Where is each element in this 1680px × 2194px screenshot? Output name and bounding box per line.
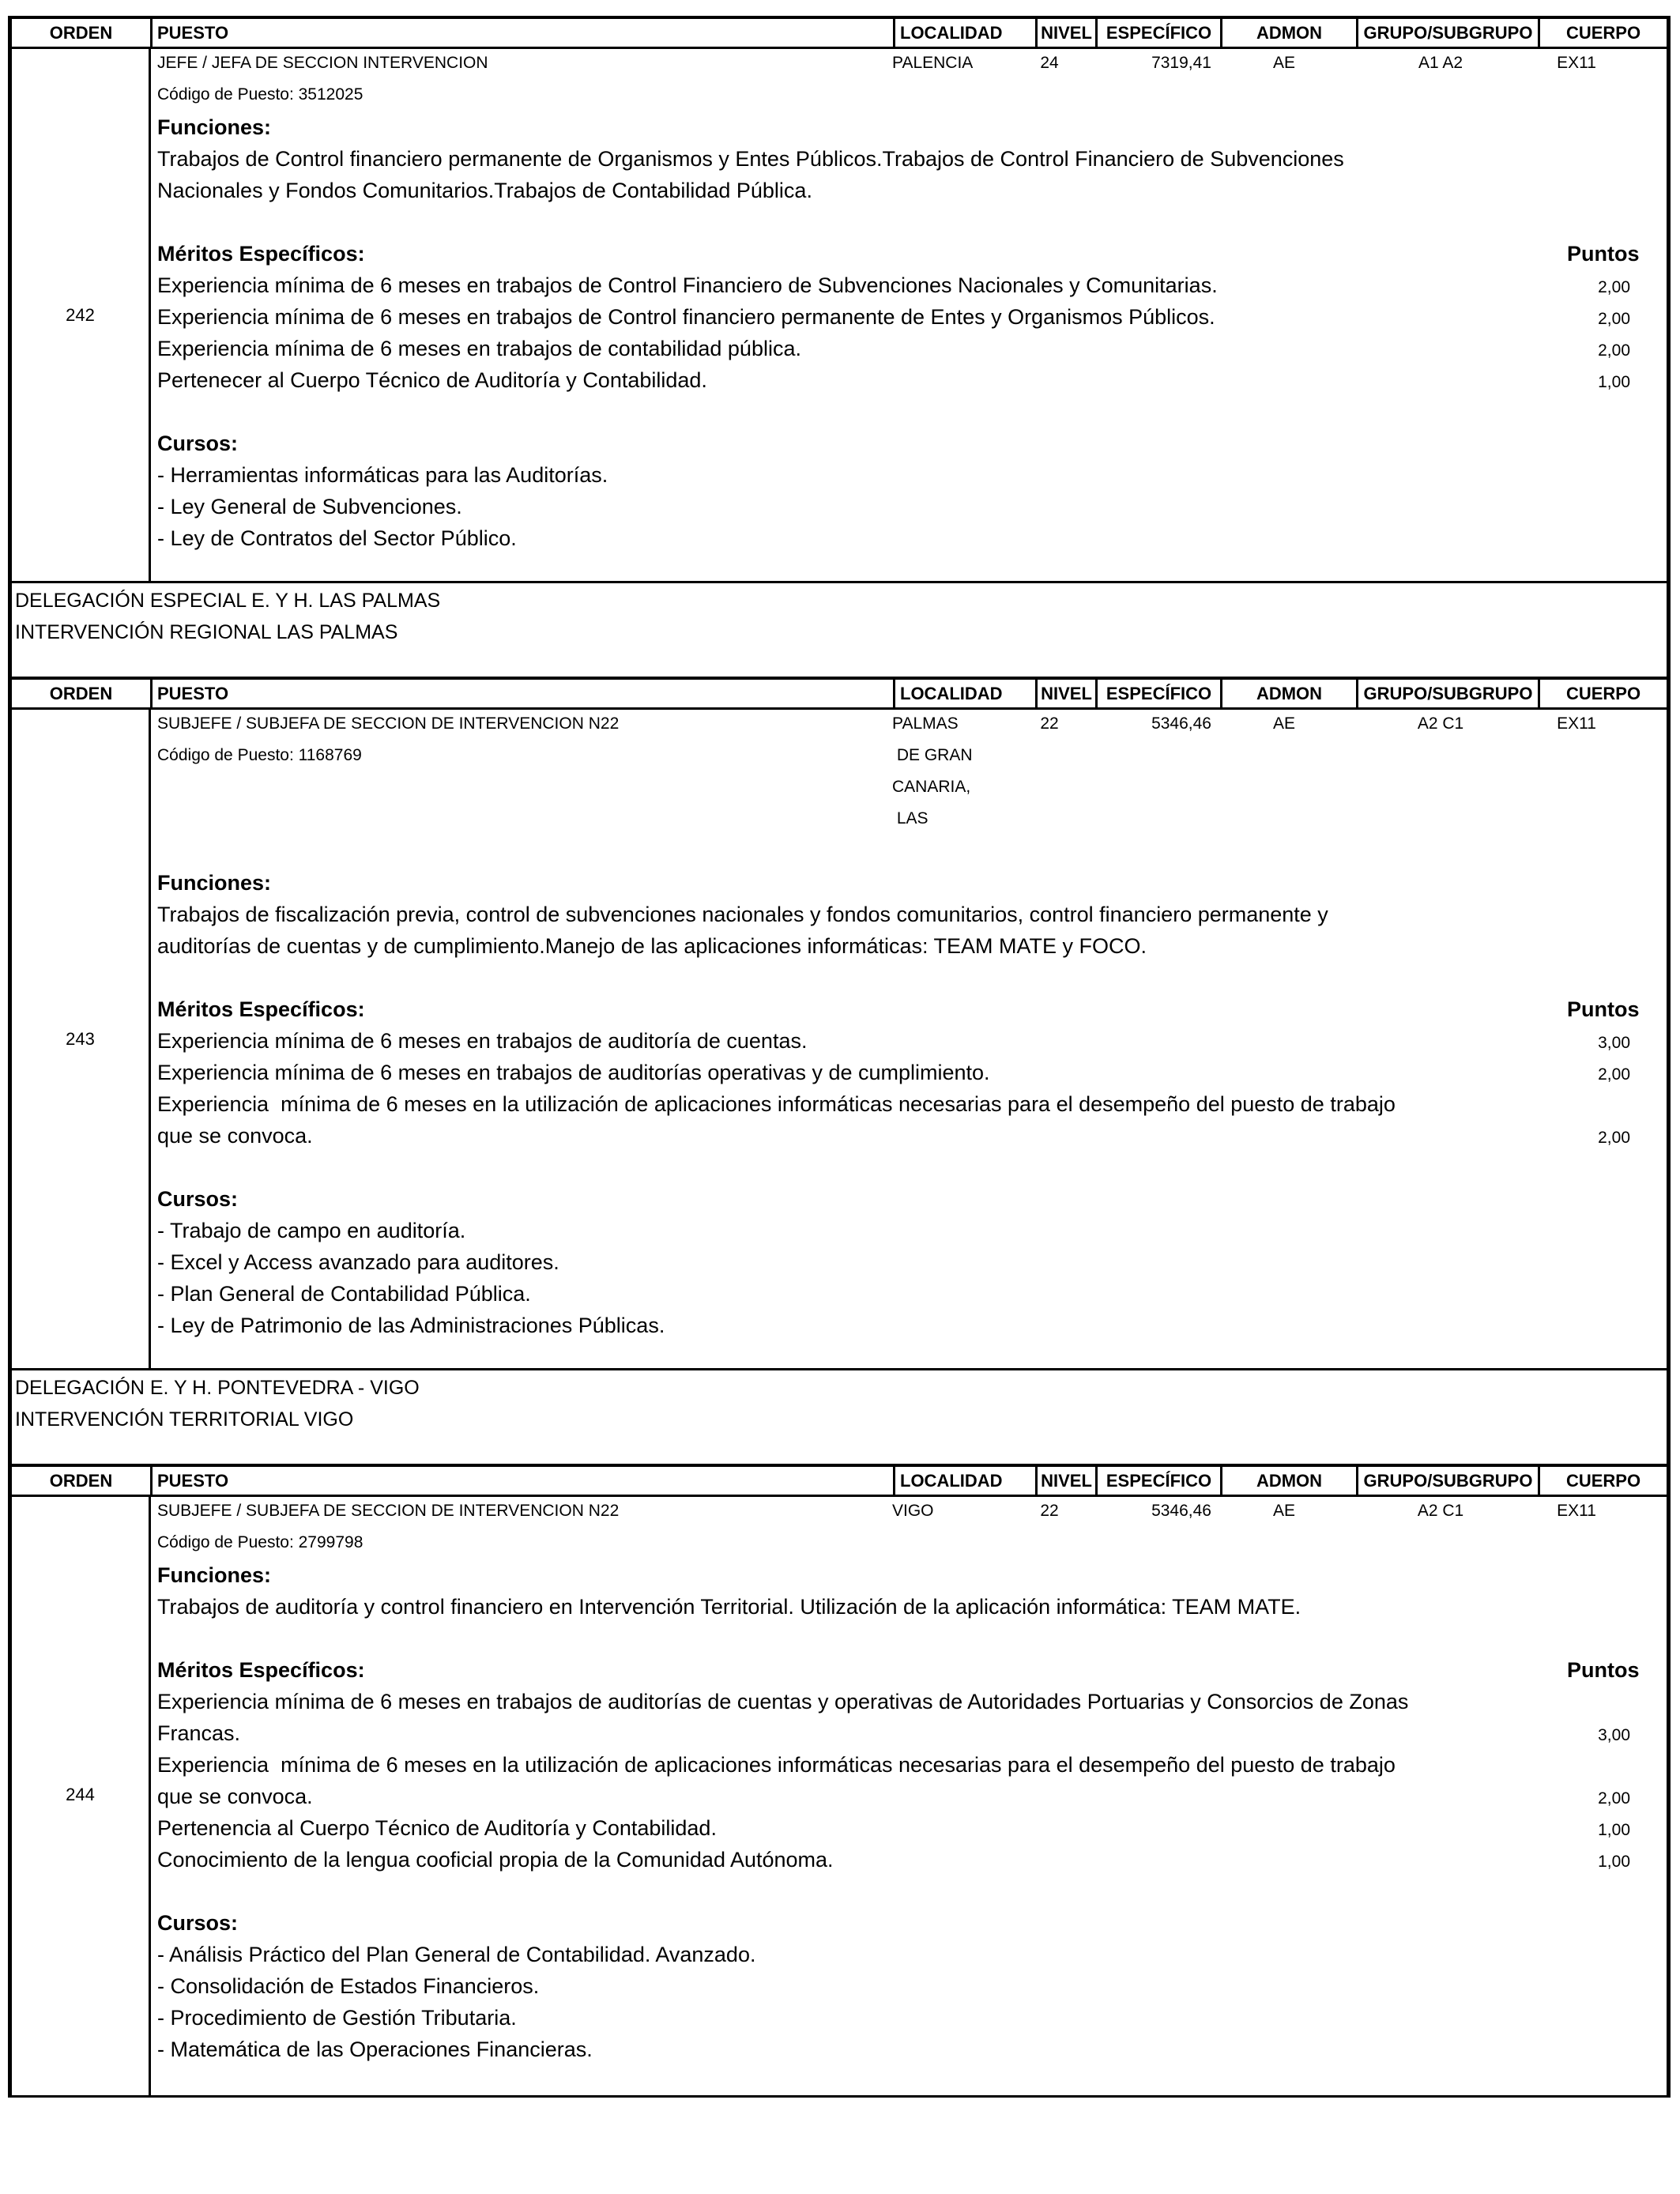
admon: AE — [1272, 1502, 1295, 1520]
merito-text: Pertenencia al Cuerpo Técnico de Auditoría y Contabilidad. — [157, 1816, 717, 1840]
puesto-code: Código de Puesto: 1168769 — [157, 746, 362, 764]
curso-item: - Trabajo de campo en auditoría. — [157, 1219, 466, 1242]
merito-puntos: 2,00 — [1598, 278, 1630, 296]
funciones-text: Trabajos de Control financiero permanente de Organismos y Entes Públicos.Trabajos de Control Financiero de Subvenciones — [157, 147, 1344, 171]
grupo: A2 C1 — [1417, 714, 1464, 733]
puesto-title: SUBJEFE / SUBJEFA DE SECCION DE INTERVENCION N22 — [157, 1502, 620, 1520]
header-nivel: NIVEL — [1038, 19, 1098, 47]
puntos-label: Puntos — [1567, 1658, 1640, 1682]
meritos-label: Méritos Específicos: — [157, 1658, 365, 1682]
orden-number: 242 — [66, 305, 95, 325]
header-grupo: GRUPO/SUBGRUPO — [1358, 680, 1540, 707]
merito-puntos: 1,00 — [1598, 1853, 1630, 1871]
header-localidad: LOCALIDAD — [895, 19, 1038, 47]
posting-row — [8, 49, 1671, 583]
curso-item: - Herramientas informáticas para las Auditorías. — [157, 463, 608, 487]
nivel: 24 — [1040, 54, 1059, 72]
orden-number: 243 — [66, 1029, 95, 1049]
header-grupo: GRUPO/SUBGRUPO — [1358, 1467, 1540, 1495]
posting-row — [8, 710, 1671, 1370]
header-admon: ADMON — [1222, 19, 1358, 47]
admon: AE — [1272, 54, 1295, 72]
header-especifico: ESPECÍFICO — [1098, 19, 1222, 47]
delegacion-block — [8, 583, 1671, 678]
cursos-label: Cursos: — [157, 1187, 239, 1211]
merito-text: Experiencia mínima de 6 meses en trabajos de auditorías operativas y de cumplimiento. — [157, 1061, 990, 1084]
intervencion-name: INTERVENCIÓN TERRITORIAL VIGO — [15, 1408, 354, 1431]
merito-puntos: 2,00 — [1598, 310, 1630, 328]
column-divider — [149, 1497, 151, 2095]
delegacion-block — [8, 1370, 1671, 1465]
cuerpo: EX11 — [1557, 54, 1596, 72]
localidad: CANARIA, — [892, 778, 971, 796]
merito-puntos: 1,00 — [1598, 1821, 1630, 1839]
posting-row — [8, 1497, 1671, 2098]
header-admon: ADMON — [1222, 680, 1358, 707]
localidad: DE GRAN — [892, 746, 973, 764]
header-localidad: LOCALIDAD — [895, 1467, 1038, 1495]
puntos-label: Puntos — [1567, 997, 1640, 1021]
merito-text: Experiencia mínima de 6 meses en la utilización de aplicaciones informáticas necesarias para el desempeño del puesto de trabajo — [157, 1092, 1396, 1116]
grupo: A2 C1 — [1417, 1502, 1464, 1520]
merito-puntos: 2,00 — [1598, 1789, 1630, 1808]
curso-item: - Análisis Práctico del Plan General de Contabilidad. Avanzado. — [157, 1943, 756, 1966]
grupo: A1 A2 — [1418, 54, 1463, 72]
merito-text: Pertenecer al Cuerpo Técnico de Auditoría y Contabilidad. — [157, 368, 707, 392]
merito-puntos: 3,00 — [1598, 1034, 1630, 1052]
especifico: 7319,41 — [1151, 54, 1211, 72]
table-header — [8, 1464, 1671, 1497]
localidad: VIGO — [892, 1502, 934, 1520]
merito-text: Experiencia mínima de 6 meses en trabajos de contabilidad pública. — [157, 337, 801, 360]
column-divider — [149, 710, 151, 1368]
merito-puntos: 2,00 — [1598, 341, 1630, 360]
merito-text: Experiencia mínima de 6 meses en trabajos de auditorías de cuentas y operativas de Autoridades Portuarias y Consorcios de Zonas — [157, 1690, 1409, 1713]
curso-item: - Ley General de Subvenciones. — [157, 495, 462, 518]
merito-text: Experiencia mínima de 6 meses en la utilización de aplicaciones informáticas necesarias para el desempeño del puesto de trabajo — [157, 1753, 1396, 1777]
localidad: PALMAS — [892, 714, 959, 733]
merito-text: que se convoca. — [157, 1124, 313, 1148]
header-grupo: GRUPO/SUBGRUPO — [1358, 19, 1540, 47]
puesto-code: Código de Puesto: 2799798 — [157, 1533, 363, 1551]
delegacion-name: DELEGACIÓN E. Y H. PONTEVEDRA - VIGO — [15, 1377, 420, 1399]
funciones-text: auditorías de cuentas y de cumplimiento.Manejo de las aplicaciones informáticas: TEAM MATE y FOCO. — [157, 934, 1147, 958]
curso-item: - Procedimiento de Gestión Tributaria. — [157, 2006, 517, 2030]
merito-puntos: 1,00 — [1598, 373, 1630, 391]
header-puesto: PUESTO — [153, 680, 895, 707]
header-cuerpo: CUERPO — [1565, 1471, 1641, 1491]
cursos-label: Cursos: — [157, 432, 239, 455]
curso-item: - Ley de Patrimonio de las Administraciones Públicas. — [157, 1314, 665, 1337]
header-orden: ORDEN — [12, 19, 153, 47]
merito-puntos: 2,00 — [1598, 1065, 1630, 1084]
curso-item: - Ley de Contratos del Sector Público. — [157, 526, 517, 550]
funciones-text: Trabajos de auditoría y control financiero en Intervención Territorial. Utilización de la aplicación informática: TEAM MATE. — [157, 1595, 1301, 1619]
merito-puntos: 3,00 — [1598, 1726, 1630, 1744]
localidad: PALENCIA — [892, 54, 974, 72]
funciones-label: Funciones: — [157, 115, 272, 139]
meritos-label: Méritos Específicos: — [157, 242, 365, 266]
merito-text: Francas. — [157, 1721, 241, 1745]
puesto-code: Código de Puesto: 3512025 — [157, 85, 363, 104]
orden-number: 244 — [66, 1785, 95, 1804]
table-header — [8, 677, 1671, 710]
curso-item: - Consolidación de Estados Financieros. — [157, 1974, 540, 1998]
funciones-label: Funciones: — [157, 871, 272, 895]
puesto-title: SUBJEFE / SUBJEFA DE SECCION DE INTERVENCION N22 — [157, 714, 620, 733]
header-admon: ADMON — [1222, 1467, 1358, 1495]
funciones-label: Funciones: — [157, 1563, 272, 1587]
curso-item: - Matemática de las Operaciones Financieras. — [157, 2038, 593, 2061]
puesto-title: JEFE / JEFA DE SECCION INTERVENCION — [157, 54, 488, 72]
header-especifico: ESPECÍFICO — [1098, 680, 1222, 707]
header-cuerpo: CUERPO — [1565, 684, 1641, 703]
cuerpo: EX11 — [1557, 1502, 1596, 1520]
intervencion-name: INTERVENCIÓN REGIONAL LAS PALMAS — [15, 621, 398, 643]
merito-text: que se convoca. — [157, 1785, 313, 1808]
header-puesto: PUESTO — [153, 1467, 895, 1495]
header-orden: ORDEN — [12, 1467, 153, 1495]
merito-puntos: 2,00 — [1598, 1129, 1630, 1147]
header-orden: ORDEN — [12, 680, 153, 707]
header-nivel: NIVEL — [1038, 680, 1098, 707]
delegacion-name: DELEGACIÓN ESPECIAL E. Y H. LAS PALMAS — [15, 590, 441, 612]
header-localidad: LOCALIDAD — [895, 680, 1038, 707]
column-divider — [149, 49, 151, 581]
nivel: 22 — [1040, 714, 1059, 733]
funciones-text: Nacionales y Fondos Comunitarios.Trabajos de Contabilidad Pública. — [157, 179, 812, 202]
curso-item: - Plan General de Contabilidad Pública. — [157, 1282, 531, 1306]
localidad: LAS — [892, 809, 929, 827]
merito-text: Experiencia mínima de 6 meses en trabajos de auditoría de cuentas. — [157, 1029, 808, 1053]
funciones-text: Trabajos de fiscalización previa, control de subvenciones nacionales y fondos comunitarios, control financiero permanente y — [157, 903, 1328, 926]
merito-text: Experiencia mínima de 6 meses en trabajos de Control Financiero de Subvenciones Nacionales y Comunitarias. — [157, 273, 1218, 297]
merito-text: Conocimiento de la lengua cooficial propia de la Comunidad Autónoma. — [157, 1848, 834, 1872]
puntos-label: Puntos — [1567, 242, 1640, 266]
header-especifico: ESPECÍFICO — [1098, 1467, 1222, 1495]
meritos-label: Méritos Específicos: — [157, 997, 365, 1021]
table-header — [8, 16, 1671, 49]
merito-text: Experiencia mínima de 6 meses en trabajos de Control financiero permanente de Entes y Organismos Públicos. — [157, 305, 1215, 329]
admon: AE — [1272, 714, 1295, 733]
nivel: 22 — [1040, 1502, 1059, 1520]
curso-item: - Excel y Access avanzado para auditores. — [157, 1250, 559, 1274]
cursos-label: Cursos: — [157, 1911, 239, 1935]
especifico: 5346,46 — [1151, 714, 1211, 733]
header-nivel: NIVEL — [1038, 1467, 1098, 1495]
header-puesto: PUESTO — [153, 19, 895, 47]
especifico: 5346,46 — [1151, 1502, 1211, 1520]
header-cuerpo: CUERPO — [1565, 23, 1641, 43]
cuerpo: EX11 — [1557, 714, 1596, 733]
